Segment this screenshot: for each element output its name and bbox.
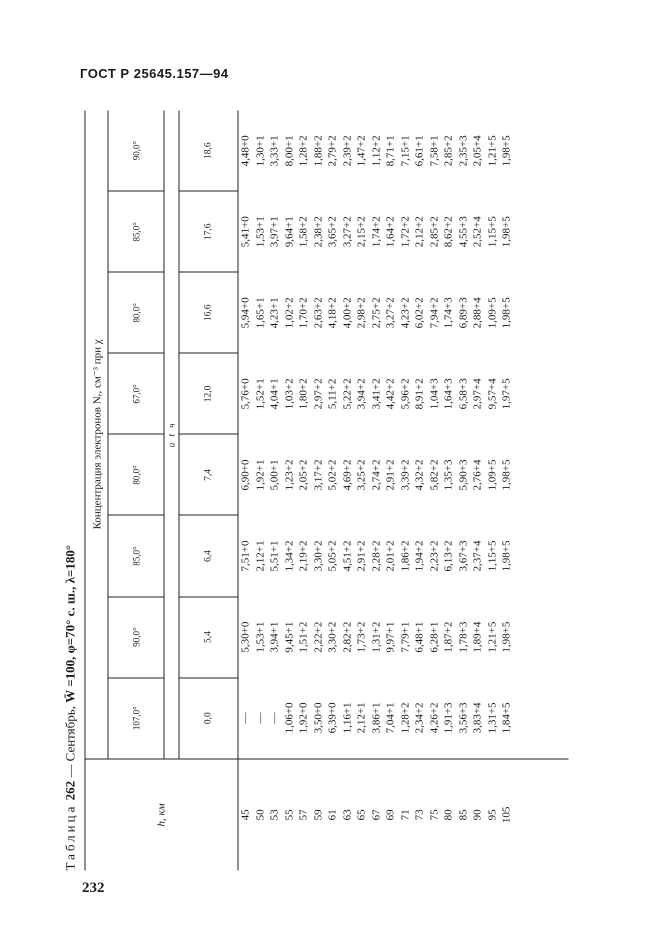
table-caption [58,110,82,870]
concentration-value: 5,76+0 [239,377,251,409]
concentration-value: 1,65+1 [253,296,266,328]
concentration-value: 1,98+5 [500,621,512,653]
concentration-value: 2,98+2 [355,296,367,328]
concentration-value: 7,15+1 [398,134,411,166]
concentration-value: 5,05+2 [326,540,338,571]
angle-header-row [108,110,164,870]
concentration-value: 4,55+3 [456,215,469,247]
angle-header: 85,0° [108,515,164,596]
height-value: 55 [282,808,295,820]
concentration-column [238,434,569,515]
angle-header: 85,0° [108,191,164,272]
concentration-value: 1,74+2 [369,215,382,247]
caption-number: 262 [62,780,77,800]
concentration-value: 1,35+3 [442,458,454,490]
concentration-value: 1,84+5 [500,701,512,733]
concentration-value: 2,28+2 [369,540,382,571]
concentration-value: 2,97+2 [311,377,324,409]
concentration-value: 1,02+2 [282,296,295,328]
concentration-value: 2,38+2 [311,215,324,247]
concentration-column [238,353,569,434]
concentration-value: 3,39+2 [398,458,411,490]
concentration-column [238,191,569,272]
concentration-value: 3,67+3 [456,540,469,571]
height-value: 53 [268,808,280,820]
concentration-value: 1,98+5 [500,458,512,490]
concentration-value: 1,03+2 [282,377,295,409]
concentration-value: 1,16+1 [340,701,353,733]
concentration-value: 2,15+2 [355,215,367,247]
concentration-value: 8,62+2 [442,215,454,247]
concentration-value: 2,12+1 [253,540,266,571]
concentration-value: 3,30+2 [311,540,324,571]
concentration-value: 3,27+2 [340,215,353,247]
concentration-value: 1,21+5 [485,134,498,166]
height-value: 105 [500,806,512,823]
concentration-value: 1,64+3 [442,377,454,409]
concentration-value: 5,82+2 [427,458,440,490]
concentration-value: 1,58+2 [297,215,309,247]
concentration-value: 2,97+4 [471,377,483,409]
concentration-value: 4,32+2 [413,458,425,490]
height-value: 67 [369,808,382,820]
angle-header: 67,0° [108,353,164,434]
concentration-value: 5,02+2 [326,458,338,490]
concentration-value: 3,94+2 [355,377,367,409]
concentration-value: 2,52+4 [471,215,483,247]
concentration-value: 1,74+3 [442,296,454,328]
concentration-value: 1,87+2 [442,621,454,653]
time-header: 0,0 [179,677,238,758]
concentration-value: 2,91+2 [384,458,396,490]
concentration-value: 9,45+1 [282,621,295,653]
height-value: 65 [355,808,367,820]
concentration-value: 6,58+3 [456,377,469,409]
concentration-value: 3,83+4 [471,701,483,733]
concentration-value: 3,94+1 [268,621,280,653]
concentration-value: 5,96+2 [398,377,411,409]
angle-header: 80,0° [108,272,164,353]
concentration-value: 1,51+2 [297,621,309,653]
concentration-value: 1,23+2 [282,458,295,490]
concentration-value: 4,00+2 [340,296,353,328]
concentration-value: 1,52+1 [253,377,266,409]
concentration-value: 2,74+2 [369,458,382,490]
concentration-value: 2,12+2 [413,215,425,247]
concentration-value: 9,57+4 [485,377,498,409]
concentration-value: 3,50+0 [311,701,324,733]
concentration-value: 1,86+2 [398,540,411,571]
concentration-value: 1,64+2 [384,215,396,247]
concentration-value: 7,04+1 [384,701,396,733]
concentration-value: 1,28+2 [398,701,411,733]
height-value: 50 [253,808,266,820]
concentration-column [238,596,569,677]
concentration-value: 4,04+1 [268,377,280,409]
concentration-value: 2,75+2 [369,296,382,328]
concentration-value: 3,65+2 [326,215,338,247]
concentration-value: 1,53+1 [253,215,266,247]
time-header-row [179,110,238,870]
concentration-value: 2,34+2 [413,701,425,733]
concentration-value: 1,98+5 [500,540,512,571]
concentration-value: 4,26+2 [427,701,440,733]
concentration-value: 1,80+2 [297,377,309,409]
concentration-value: 1,28+2 [297,134,309,166]
concentration-value: 1,92+0 [297,701,309,733]
caption-params: W̄ =100, φ=70° с. ш., λ=180° [62,544,77,703]
concentration-value: 7,58+1 [427,134,440,166]
concentration-value: 2,37+4 [471,540,483,571]
concentration-value: 1,89+4 [471,621,483,653]
concentration-value: 6,39+0 [326,701,338,733]
concentration-value: 2,39+2 [340,134,353,166]
concentration-value: 2,05+4 [471,134,483,166]
concentration-value: 4,42+2 [384,377,396,409]
concentration-value: 2,85+2 [442,134,454,166]
concentration-value: 1,15+5 [485,540,498,571]
concentration-value: 1,15+5 [485,215,498,247]
page-number: 232 [82,880,105,896]
concentration-column [238,272,569,353]
height-value: 59 [311,808,324,820]
concentration-value: 2,12+1 [355,701,367,733]
height-value: 80 [442,808,454,820]
concentration-value: 1,21+5 [485,621,498,653]
concentration-value: 1,70+2 [297,296,309,328]
caption-label: Таблица [62,803,77,870]
concentration-value: 6,48+1 [413,621,425,653]
height-values [238,758,569,870]
concentration-value: 1,73+2 [355,621,367,653]
time-header: 7,4 [179,434,238,515]
concentration-value: 1,91+3 [442,701,454,733]
concentration-value: 7,79+1 [398,621,411,653]
concentration-value: 1,09+5 [485,458,498,490]
concentration-value: 2,88+4 [471,296,483,328]
concentration-value: 1,53+1 [253,621,266,653]
concentration-value: 3,17+2 [311,458,324,490]
concentration-value: 2,23+2 [427,540,440,571]
concentration-value: 4,48+0 [239,134,251,166]
concentration-value: 4,18+2 [326,296,338,328]
table-body-row [238,110,569,870]
concentration-value: 3,33+1 [268,134,280,166]
time-header: 6,4 [179,515,238,596]
concentration-value: 6,90+0 [239,458,251,490]
concentration-value: 2,82+2 [340,621,353,653]
concentration-value: 5,94+0 [239,296,251,328]
concentration-column [238,677,569,758]
rotated-table-block [58,110,603,870]
concentration-value: 3,30+2 [326,621,338,653]
concentration-value: 3,97+1 [268,215,280,247]
concentration-value: 9,97+1 [384,621,396,653]
height-value: 85 [456,808,469,820]
concentration-value: — [268,711,280,723]
concentration-value: 1,97+5 [500,377,512,409]
concentration-value: 1,04+3 [427,377,440,409]
concentration-value: 5,00+1 [268,458,280,490]
concentration-value: 6,02+2 [413,296,425,328]
concentration-value: 5,30+0 [239,621,251,653]
concentration-value: 1,30+1 [253,134,266,166]
concentration-value: 6,61+1 [413,134,425,166]
concentration-value: 6,89+3 [456,296,469,328]
table-title: Концентрация электронов Nₑ, см⁻³ при χ [85,110,108,758]
concentration-value: 1,78+3 [456,621,469,653]
caption-text: — Сентябрь, [62,705,77,778]
concentration-value: 2,19+2 [297,540,309,571]
time-header: 12,0 [179,353,238,434]
concentration-column [238,515,569,596]
height-value: 61 [326,808,338,820]
concentration-value: 4,69+2 [340,458,353,490]
height-value: 90 [471,808,483,820]
concentration-value: 1,98+5 [500,296,512,328]
concentration-value: 1,47+2 [355,134,367,166]
concentration-value: 7,94+2 [427,296,440,328]
concentration-value: — [253,711,266,723]
concentration-value: 8,00+1 [282,134,295,166]
concentration-value: 1,98+5 [500,215,512,247]
concentration-value: 4,23+2 [398,296,411,328]
concentration-value: 1,12+2 [369,134,382,166]
concentration-value: 8,71+1 [384,134,396,166]
electron-concentration-table [84,110,568,870]
concentration-value: 2,63+2 [311,296,324,328]
concentration-value: 5,22+2 [340,377,353,409]
concentration-value: 7,51+0 [239,540,251,571]
concentration-value: 1,31+2 [369,621,382,653]
concentration-value: 9,64+1 [282,215,295,247]
concentration-value: 5,51+1 [268,540,280,571]
time-header: 18,6 [179,110,238,191]
concentration-value: 2,91+2 [355,540,367,571]
concentration-value: 4,23+1 [268,296,280,328]
concentration-value: — [239,711,251,723]
concentration-value: 3,27+2 [384,296,396,328]
height-value: 73 [413,808,425,820]
concentration-value: 3,25+2 [355,458,367,490]
document-header: ГОСТ Р 25645.157—94 [80,66,229,81]
concentration-value: 1,98+5 [500,134,512,166]
height-value: 75 [427,808,440,820]
height-value: 57 [297,808,309,820]
concentration-value: 8,91+2 [413,377,425,409]
concentration-value: 1,06+0 [282,701,295,733]
concentration-value: 5,11+2 [326,378,338,409]
concentration-value: 6,28+1 [427,621,440,653]
concentration-value: 1,92+1 [253,458,266,490]
height-value: 63 [340,808,353,820]
concentration-value: 2,85+2 [427,215,440,247]
angle-header: 107,0° [108,677,164,758]
time-header: 5,4 [179,596,238,677]
angle-header: 90,0° [108,110,164,191]
concentration-value: 1,31+5 [485,701,498,733]
concentration-value: 3,41+2 [369,377,382,409]
height-value: 95 [485,808,498,820]
concentration-value: 3,56+3 [456,701,469,733]
time-header: 16,6 [179,272,238,353]
concentration-value: 2,35+3 [456,134,469,166]
time-note: и t ч [164,110,179,758]
concentration-value: 1,09+5 [485,296,498,328]
concentration-value: 2,01+2 [384,540,396,571]
concentration-value: 6,13+2 [442,540,454,571]
concentration-value: 2,79+2 [326,134,338,166]
concentration-value: 2,76+4 [471,458,483,490]
time-header: 17,6 [179,191,238,272]
concentration-value: 2,22+2 [311,621,324,653]
concentration-value: 3,86+1 [369,701,382,733]
angle-header: 80,0° [108,434,164,515]
concentration-value: 5,41+0 [239,215,251,247]
concentration-value: 5,90+3 [456,458,469,490]
concentration-value: 4,51+2 [340,540,353,571]
height-value: 45 [239,808,251,820]
height-value: 71 [398,808,411,820]
angle-header: 90,0° [108,596,164,677]
concentration-value: 1,88+2 [311,134,324,166]
height-column-header: h, км [85,758,238,870]
concentration-value: 1,72+2 [398,215,411,247]
concentration-value: 1,94+2 [413,540,425,571]
concentration-value: 1,34+2 [282,540,295,571]
height-value: 69 [384,808,396,820]
concentration-value: 2,05+2 [297,458,309,490]
concentration-column [238,110,569,191]
